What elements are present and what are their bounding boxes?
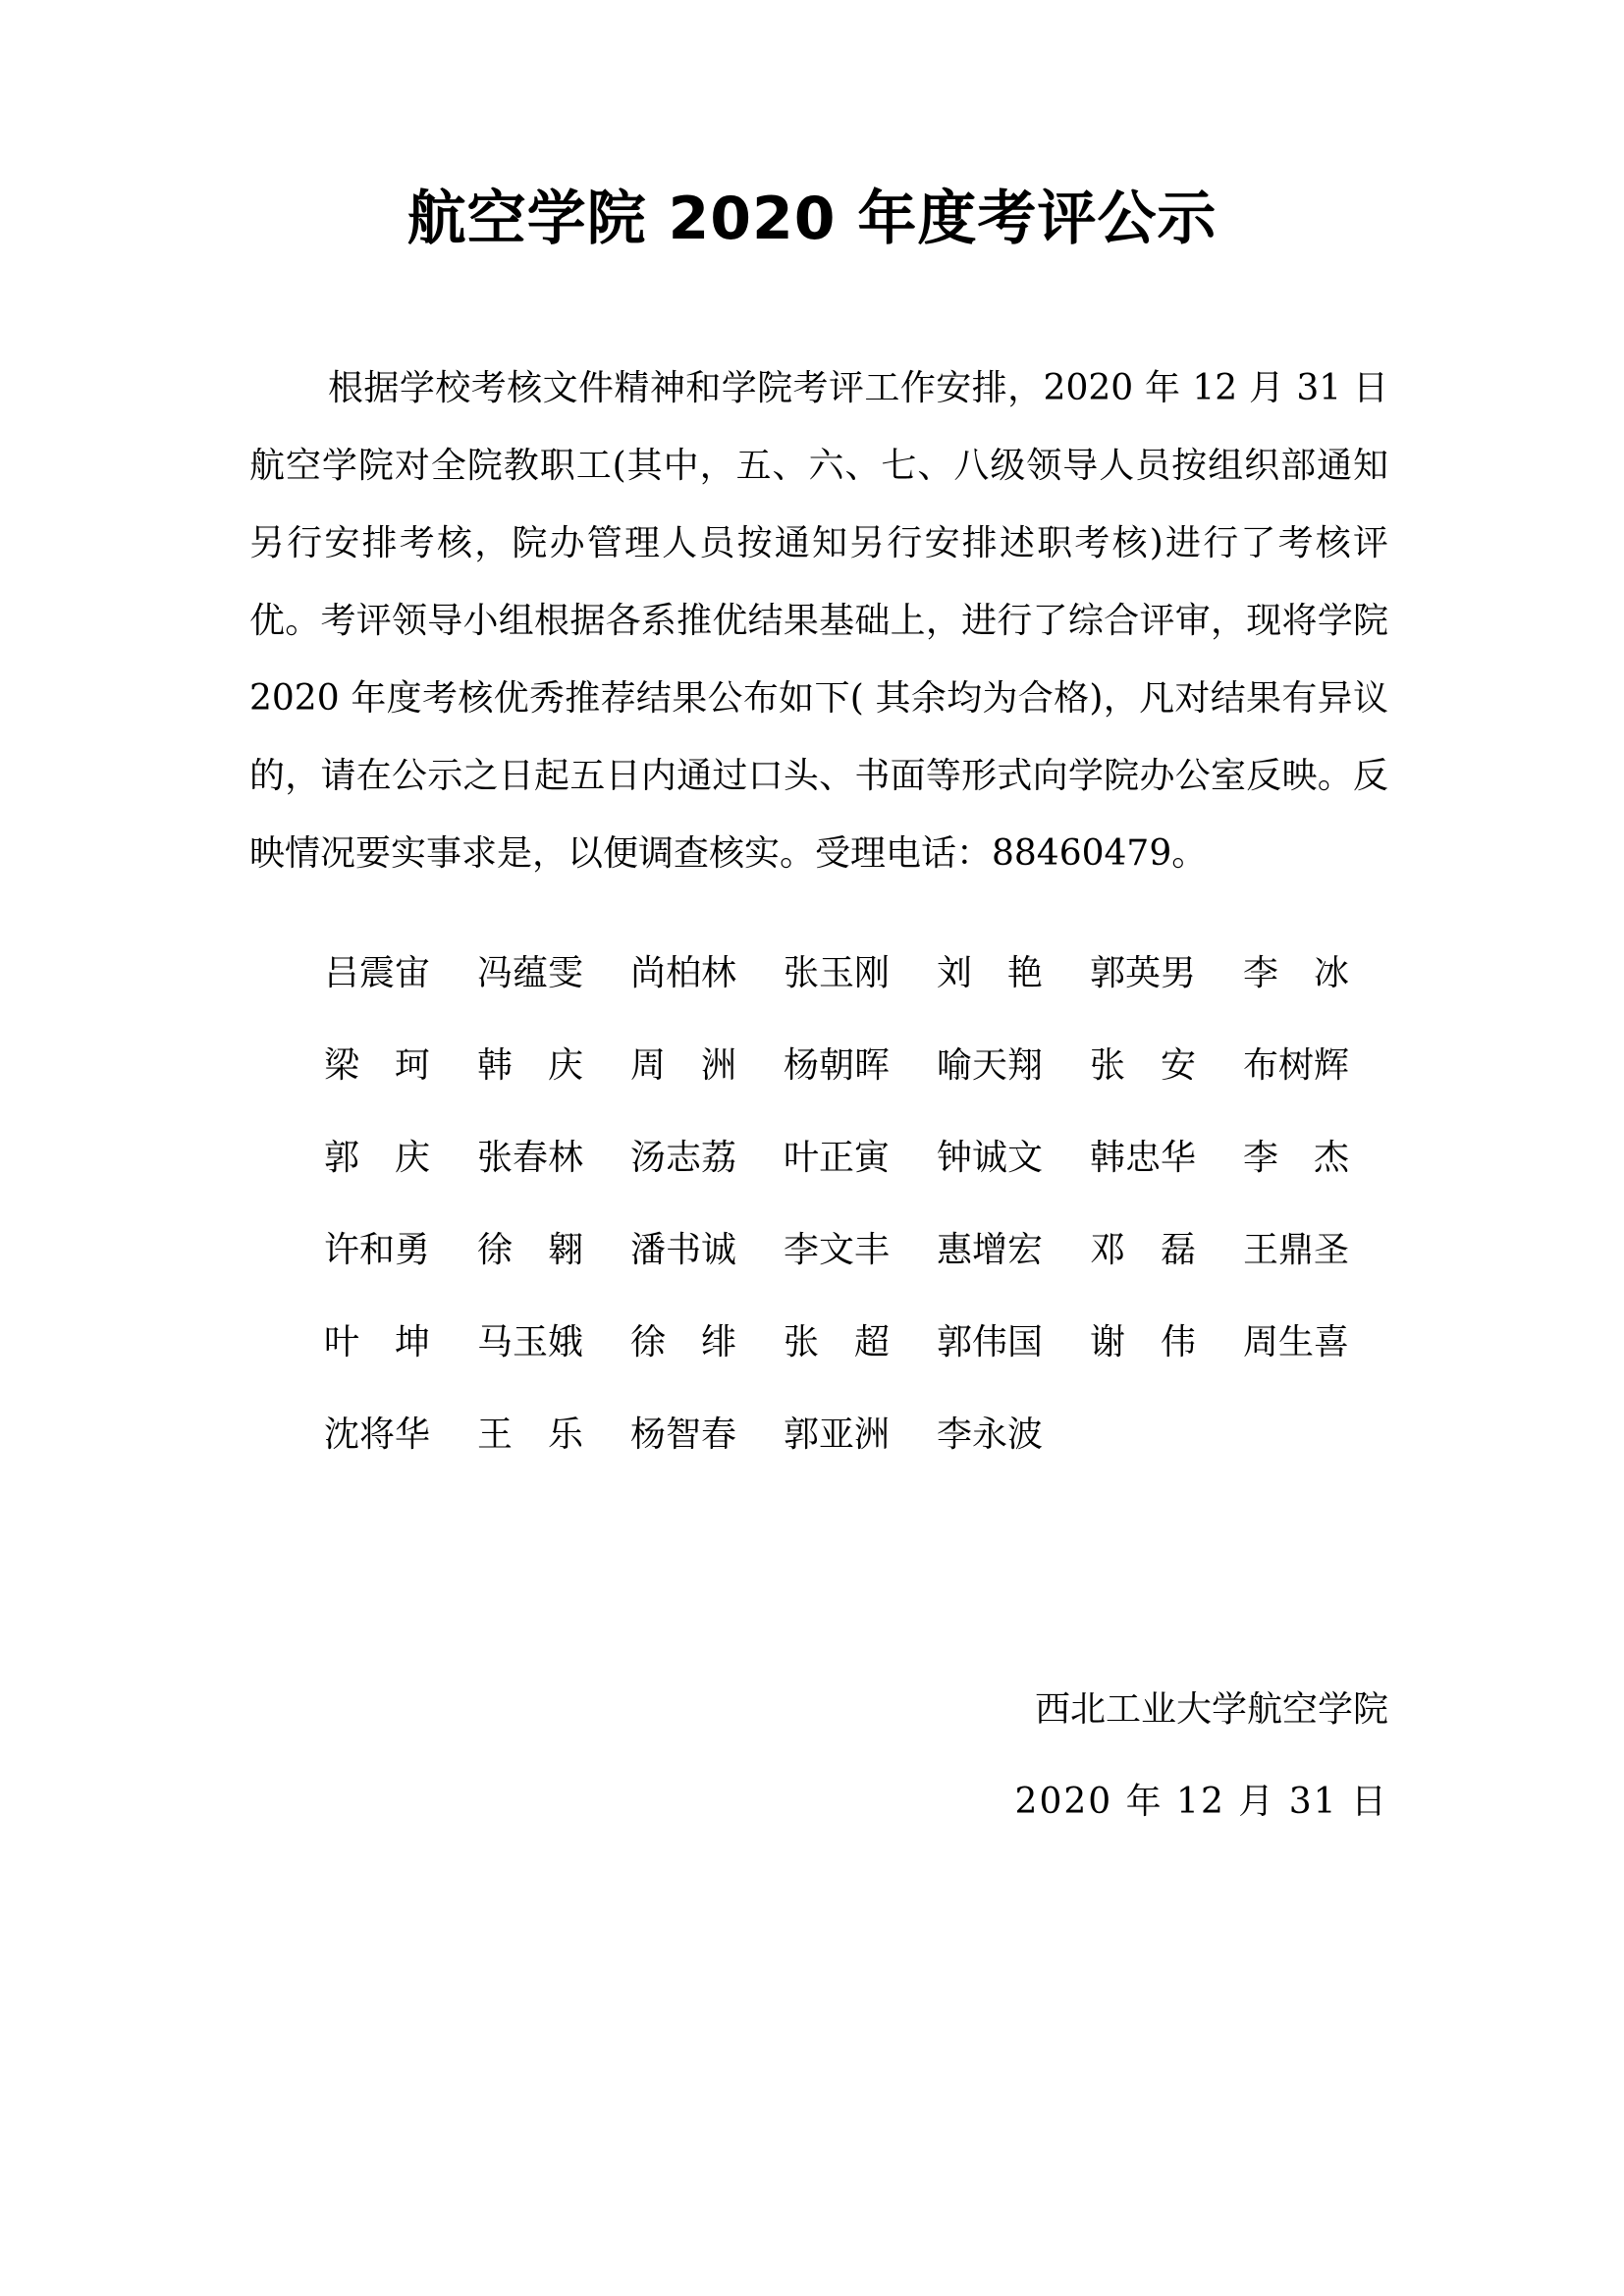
name-item: 郭英男 — [1090, 953, 1197, 993]
name-item: 张玉刚 — [784, 953, 891, 993]
name-item: 郭 庆 — [324, 1138, 431, 1178]
name-item: 韩忠华 — [1090, 1138, 1197, 1178]
name-item: 周生喜 — [1243, 1322, 1350, 1362]
name-item: 徐 翱 — [477, 1230, 584, 1270]
issuing-organization: 西北工业大学航空学院 — [1034, 1689, 1388, 1730]
names-list — [324, 928, 1424, 1481]
name-item: 李文丰 — [784, 1230, 891, 1270]
name-item: 惠增宏 — [937, 1230, 1044, 1270]
names-row — [324, 1020, 1424, 1112]
name-item: 布树辉 — [1243, 1045, 1350, 1086]
name-item: 梁 珂 — [324, 1045, 431, 1086]
issue-date: 2020 年 12 月 31 日 — [1014, 1782, 1388, 1822]
names-row — [324, 928, 1424, 1020]
name-item: 潘书诚 — [630, 1230, 737, 1270]
name-item: 李 杰 — [1243, 1138, 1350, 1178]
name-item: 邓 磊 — [1090, 1230, 1197, 1270]
name-item: 谢 伟 — [1090, 1322, 1197, 1362]
name-item: 冯蕴雯 — [477, 953, 584, 993]
name-item: 王 乐 — [477, 1415, 584, 1455]
name-item: 李永波 — [937, 1415, 1044, 1455]
name-item: 汤志荔 — [630, 1138, 737, 1178]
name-item: 吕震宙 — [324, 953, 431, 993]
name-item: 杨智春 — [630, 1415, 737, 1455]
name-item: 喻天翔 — [937, 1045, 1044, 1086]
name-item: 沈将华 — [324, 1415, 431, 1455]
names-row — [324, 1204, 1424, 1297]
notice-paragraph: 根据学校考核文件精神和学院考评工作安排，2020 年 12 月 31 日航空学院对全院教职工(其中，五、六、七、八级领导人员按组织部通知另行安排考核，院办管理人员按通知另行安排述职考核)进行了考核评优。考评领导小组根据各系推优结果基础上，进行了综合评审，现将学院 2020 年度考核优秀推荐结果公布如下( 其余均为合格)，凡对结果有异议的，请在公示之日起五日内通过口头、书面等形式向学院办公室反映。反映情况要实事求是，以便调查核实。受理电话：88460479。 — [249, 368, 1388, 874]
names-row — [324, 1297, 1424, 1389]
name-item: 李 冰 — [1243, 953, 1350, 993]
name-item: 刘 艳 — [937, 953, 1044, 993]
name-item: 张 安 — [1090, 1045, 1197, 1086]
name-item: 周 洲 — [630, 1045, 737, 1086]
page-title: 航空学院 2020 年度考评公示 — [406, 185, 1218, 253]
name-item: 叶 坤 — [324, 1322, 431, 1362]
name-item: 郭伟国 — [937, 1322, 1044, 1362]
name-item: 马玉娥 — [477, 1322, 584, 1362]
name-item: 叶正寅 — [784, 1138, 891, 1178]
name-item: 尚柏林 — [630, 953, 737, 993]
names-row — [324, 1389, 1424, 1481]
name-item: 韩 庆 — [477, 1045, 584, 1086]
name-item: 王鼎圣 — [1243, 1230, 1350, 1270]
name-item: 张 超 — [784, 1322, 891, 1362]
name-item: 杨朝晖 — [784, 1045, 891, 1086]
name-item: 许和勇 — [324, 1230, 431, 1270]
name-item: 钟诚文 — [937, 1138, 1044, 1178]
name-item: 徐 绯 — [630, 1322, 737, 1362]
name-item: 张春林 — [477, 1138, 584, 1178]
names-row — [324, 1112, 1424, 1204]
name-item: 郭亚洲 — [784, 1415, 891, 1455]
